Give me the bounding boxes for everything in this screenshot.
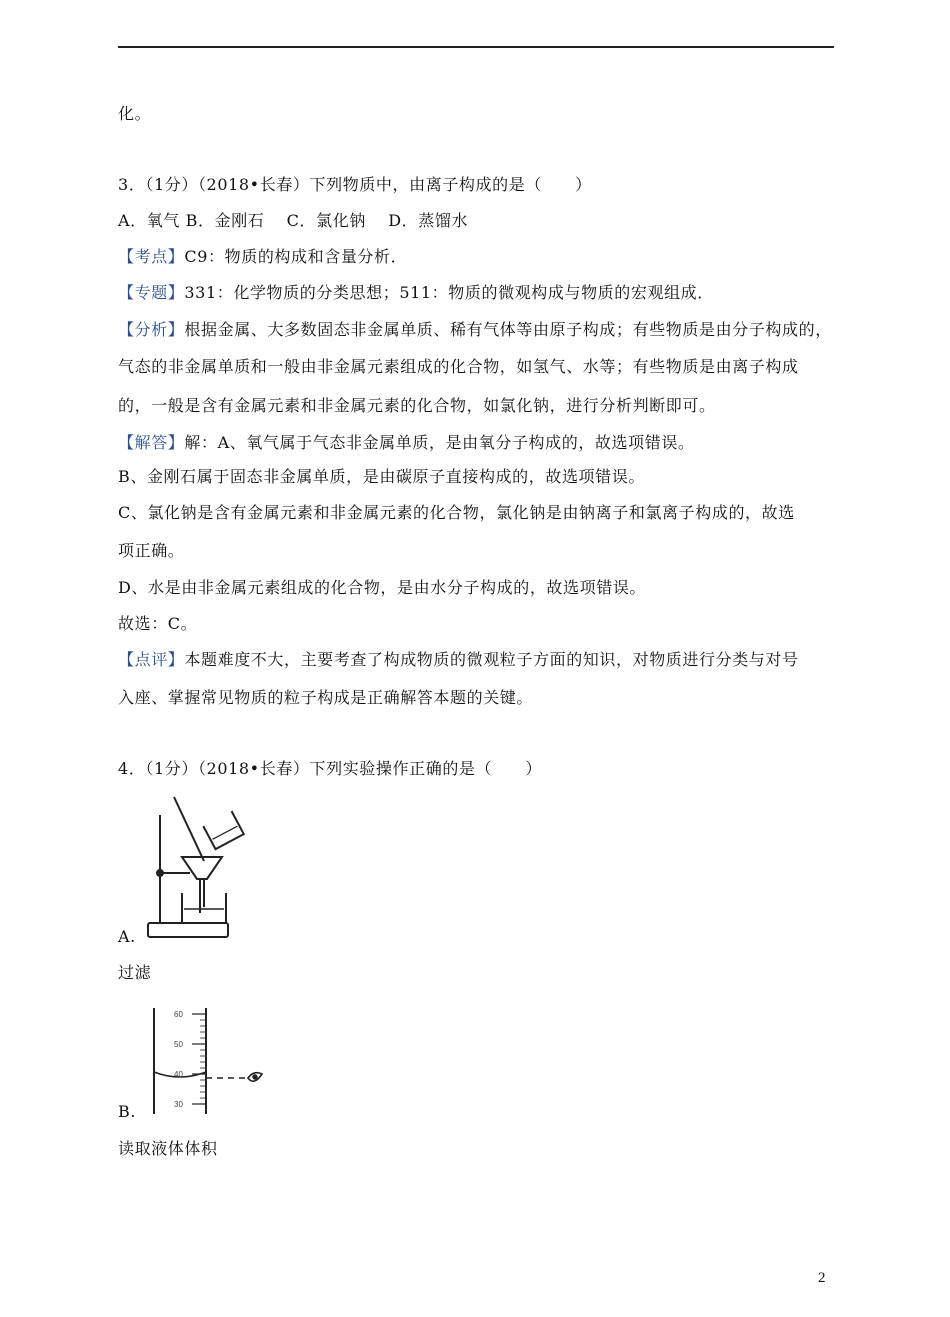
q4-option-b-caption: 读取液体体积	[118, 1139, 218, 1158]
q3-jieda-line-1	[118, 433, 695, 453]
zhuanti-tag: 【专题】	[118, 283, 185, 302]
cylinder-tick-label: 60	[174, 1010, 183, 1019]
fenxi-text-1: 根据金属、大多数固态非金属单质、稀有气体等由原子构成；有些物质是由分子构成的，	[184, 320, 832, 339]
q3-jieda-line-6: 故选：C。	[118, 614, 198, 633]
filtration-apparatus-image	[140, 795, 250, 945]
q3-jieda-line-5: D、水是由非金属元素组成的化合物，是由水分子构成的，故选项错误。	[118, 578, 647, 597]
q3-options: A．氧气 B．金刚石 C．氯化钠 D．蒸馏水	[118, 211, 469, 230]
q3-dianping-line-1	[118, 650, 799, 670]
q4-stem: 4．（1分）（2018•长春）下列实验操作正确的是（ ）	[118, 759, 542, 778]
cylinder-tick-label: 40	[174, 1070, 183, 1079]
q4-option-a-letter: A.	[118, 927, 136, 946]
q3-fenxi-line-1	[118, 320, 832, 340]
q3-kaodian	[118, 247, 407, 267]
cylinder-tick-label: 50	[174, 1040, 183, 1049]
q4-option-b-letter: B.	[118, 1102, 137, 1121]
cylinder-reading-image	[148, 1006, 270, 1116]
q3-stem: 3．（1分）（2018•长春）下列物质中，由离子构成的是（ ）	[118, 175, 592, 194]
continuation-text: 化。	[118, 104, 152, 123]
kaodian-text: C9：物质的构成和含量分析．	[184, 247, 408, 266]
q3-jieda-line-3: C、氯化钠是含有金属元素和非金属元素的化合物，氯化钠是由钠离子和氯离子构成的，故选	[118, 503, 795, 522]
page-number: 2	[818, 1270, 826, 1286]
q4-option-a-caption: 过滤	[118, 963, 152, 982]
jieda-text-1: 解：A、氧气属于气态非金属单质，是由氧分子构成的，故选项错误。	[184, 433, 695, 452]
jieda-tag: 【解答】	[118, 433, 185, 452]
q3-zhuanti	[118, 283, 714, 303]
zhuanti-text: 331：化学物质的分类思想；511：物质的微观构成与物质的宏观组成．	[184, 283, 714, 302]
q3-dianping-line-2: 入座、掌握常见物质的粒子构成是正确解答本题的关键。	[118, 688, 534, 707]
cylinder-tick-label: 30	[174, 1100, 183, 1109]
fenxi-tag: 【分析】	[118, 320, 185, 339]
dianping-tag: 【点评】	[118, 650, 185, 669]
kaodian-tag: 【考点】	[118, 247, 185, 266]
header-rule	[118, 46, 834, 48]
q3-fenxi-line-2: 气态的非金属单质和一般由非金属元素组成的化合物，如氢气、水等；有些物质是由离子构成	[118, 357, 799, 376]
q3-jieda-line-4: 项正确。	[118, 541, 185, 560]
q3-jieda-line-2: B、金刚石属于固态非金属单质，是由碳原子直接构成的，故选项错误。	[118, 467, 645, 486]
q3-fenxi-line-3: 的，一般是含有金属元素和非金属元素的化合物，如氯化钠，进行分析判断即可。	[118, 396, 716, 415]
dianping-text-1: 本题难度不大，主要考查了构成物质的微观粒子方面的知识，对物质进行分类与对号	[184, 650, 799, 669]
